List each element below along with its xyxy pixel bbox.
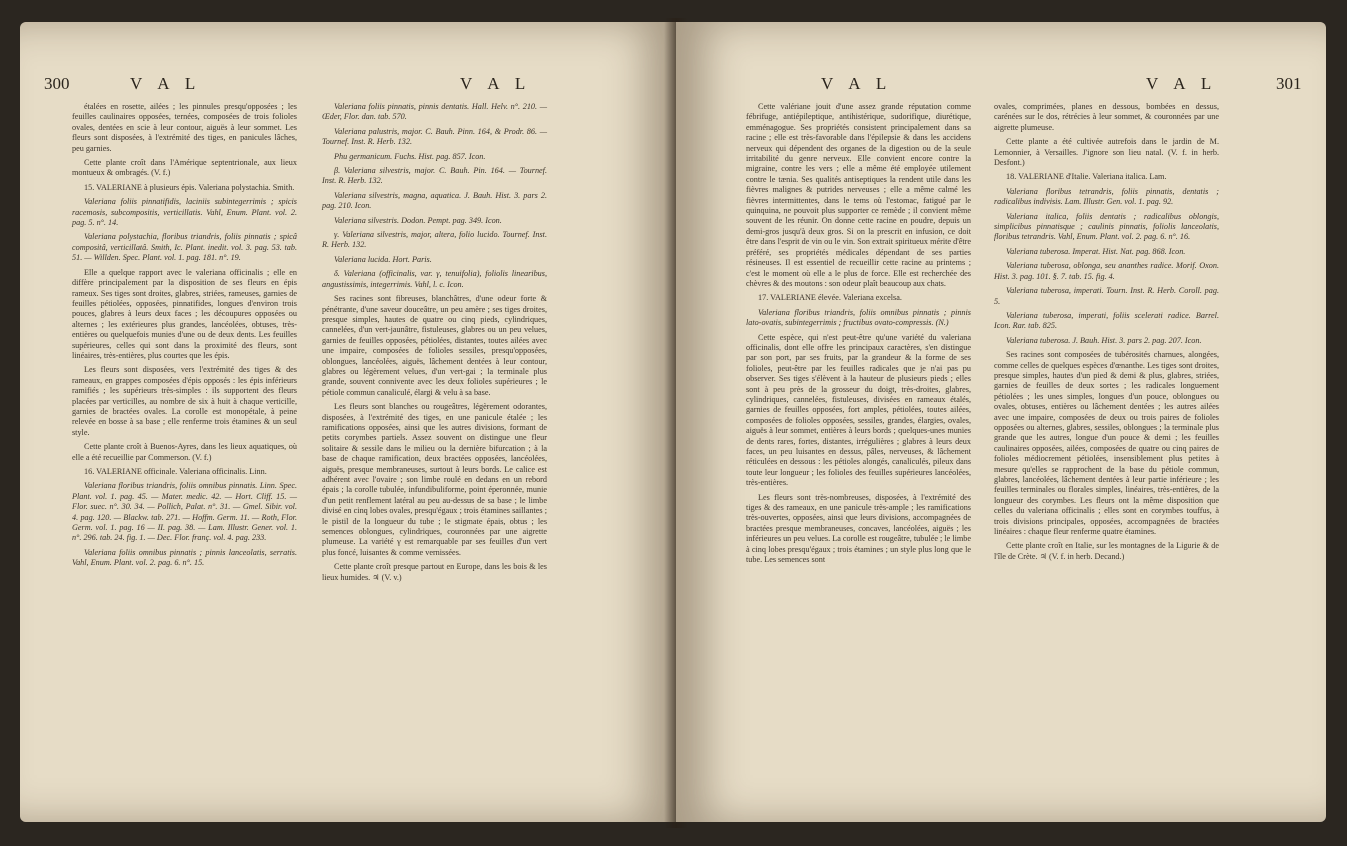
reference: β. Valeriana silvestris, major. C. Bauh. Pin. 164. — Tournef. Inst. R. Herb. 132. xyxy=(322,166,547,186)
right-column-1 xyxy=(746,102,971,569)
reference: Valeriana tuberosa, oblonga, seu ananthes radice. Morif. Oxon. Hist. 3. pag. 101. §. 7. tab. 15. fig. 4. xyxy=(994,261,1219,281)
reference: Valeriana foliis pinnatis, pinnis dentatis. Hall. Helv. n°. 210. — Œder, Flor. dan. tab. 570. xyxy=(322,102,547,122)
right-page-number: 301 xyxy=(1276,74,1302,93)
left-column-2 xyxy=(322,102,547,587)
reference: Valeriana tuberosa. J. Bauh. Hist. 3. pars 2. pag. 207. Icon. xyxy=(1006,335,1202,345)
left-page-number: 300 xyxy=(44,74,70,93)
paragraph: Cette valériane jouit d'une assez grande réputation comme fébrifuge, antiépileptique, antihistérique, sudorifique, diurétique, emménagogue. Ses propriétés consistent principalement dans sa racine ; elle est très-favorable dans l'épilepsie & dans les accidens nerveux qui dépendent des organes de la digestion ou de la seule irritabilité du genre nerveux. Elle convient encore contre la migraine, contre les vers ; elle a même été employée utilement contre le tænia. Ses qualités antiseptiques la rendent utile dans les fièvres malignes & putrides nerveuses ; elle a même calmé les fièvres intermittentes, dans le tems où l'estomac, fatigué par le quinquina, ne pouvoit plus supporter ce remède ; il convient même souvent de les réunir. On donne cette racine en poudre, depuis un demi-gros jusqu'à deux gros. Si on la prescrit en infusion, ce doit être dans l'esprit de vin ou le vin. Son extrait spiritueux mérite d'être préféré, ses propriétés médicales dépendant de ses parties résineuses. Il est essentiel de recueillir cette racine au printems ; c'est le moment où elle a le plus de force. Elle est recherchée des chèvres & des moutons : son odeur plaît beaucoup aux chats. xyxy=(746,102,971,288)
species-heading: 16. VALERIANE officinale. Valeriana officinalis. Linn. xyxy=(84,467,267,476)
open-book xyxy=(12,8,1334,840)
reference: Valeriana foliis pinnatifidis, laciniis subintegerrimis ; spicis racemosis, subcompositis, verticillatis. Vahl, Enum. Plant. vol. 2. pag. 5. n°. 14. xyxy=(72,197,297,228)
reference: Valeriana floribus triandris, foliis omnibus pinnatis ; pinnis lato-ovatis, subintegerrimis ; fructibus ovato-compressis. (N.) xyxy=(746,307,971,328)
left-running-header-2: V A L xyxy=(460,74,532,93)
reference: Valeriana foliis omnibus pinnatis ; pinnis lanceolatis, serratis. Vahl, Enum. Plant. vol. 2. pag. 6. n°. 15. xyxy=(72,547,297,568)
reference: Valeriana polystachia, floribus triandris, foliis pinnatis ; spicâ compositâ, verticillatâ. Smith, Ic. Plant. inedit. vol. 3. pag. 53. tab. 51. — Willden. Spec. Plant. vol. 1. pag. 181. n°. 19. xyxy=(72,232,297,263)
left-running-header-1: V A L xyxy=(130,74,202,93)
reference: δ. Valeriana (officinalis, var. γ, tenuifolia), foliolis linearibus, angustissimis, integerrimis. Vahl, l. c. Icon. xyxy=(322,269,547,289)
paragraph: Les fleurs sont très-nombreuses, disposées, à l'extrémité des tiges & des rameaux, en une panicule très-ample ; les ramifications très-ouvertes, opposées, ainsi que leurs divisions, accompagnées de bractées presque membraneuses, concaves, lancéolées, aiguës ; les inférieures un peu velues. La corolle est rougeâtre, tubulée ; le limbe à cinq lobes presqu'égaux ; trois étamines ; un style plus long que le tube. Les semences sont xyxy=(746,492,971,565)
species-heading: 17. VALERIANE élevée. Valeriana excelsa. xyxy=(758,293,902,303)
paragraph: Ses racines sont fibreuses, blanchâtres, d'une odeur forte & pénétrante, d'une saveur douceâtre, un peu amère ; ses tiges droites, presque simples, hautes de quatre ou cinq pieds, cylindriques, cannelées, d'un vert-jaunâtre, fistuleuses, glabres ou un peu velues, garnies de feuilles opposées, pétiolées, distantes, toutes ailées avec une impaire, composées de folioles sessiles, presqu'opposées, oblongues, lancéolées, aiguës, lâchement dentées à leur contour, glabres ou légèrement velues, d'un vert-gai ; la terminale plus grande, souvent connivente avec les deux folioles supérieures ; le pétiole commun canaliculé, élargi & velu à sa base. xyxy=(322,294,547,397)
paragraph: ovales, comprimées, planes en dessous, bombées en dessus, carénées sur le dos, rétrécies à leur sommet, & couronnées par une aigrette plumeuse. xyxy=(994,102,1219,132)
left-column-1 xyxy=(72,102,297,573)
paragraph: Cette plante croît presque partout en Europe, dans les bois & les lieux humides. ♃ (V. v.) xyxy=(322,562,547,582)
paragraph: Les fleurs sont disposées, vers l'extrémité des tiges & des rameaux, en grappes composées d'épis opposés : les épis inférieurs ramifiés ; les supérieurs très-simples : ils supportent des fleurs placées par verticilles, au nombre de six à huit à chaque verticille, garnies de bractées ovales. La corolle est monopétale, à peine relevée en bosse à sa base ; elle renferme trois étamines & un seul style. xyxy=(72,365,297,437)
reference: Valeriana tuberosa, imperati, foliis scelerati radice. Barrel. Icon. Rar. tab. 825. xyxy=(994,310,1219,331)
reference: Valeriana tuberosa, imperati. Tourn. Inst. R. Herb. Coroll. pag. 5. xyxy=(994,286,1219,306)
paragraph: Les fleurs sont blanches ou rougeâtres, légèrement odorantes, disposées, à l'extrémité des tiges, en une panicule étalée ; les ramifications opposées, ainsi que les autres divisions, formant de petits corymbes partiels. Assez souvent on distingue une fleur solitaire & sessile dans le milieu ou la dernière bifurcation ; à la base de chaque ramification, deux bractées opposées, lancéolées, aiguës, presque membraneuses, surtout à leurs bords. Le calice est adhérent avec l'ovaire ; son limbe roulé en dedans en un rebord épais ; la corolle tubulée, infundibuliforme, point éperonnée, munie d'un petit renflement latéral au peu au-dessus de sa base ; le limbe divisé en cinq lobes ovales, presqu'égaux ; trois étamines saillantes ; le pistil de la longueur du tube ; le stigmate épais, obtus ; les semences oblongues, cylindriques, couronnées par une aigrette plumeuse. La variété γ est remarquable par ses feuilles d'un vert plus foncé, luisantes & comme vernissées. xyxy=(322,402,547,557)
paragraph: Elle a quelque rapport avec le valeriana officinalis ; elle en diffère principalement par la disposition de ses fleurs en épis rameux. Ses tiges sont droites, glabres, striées, rameuses, garnies de feuilles pétiolées, opposées, pinnatifides, longues d'environ trois pouces, glabres à leurs deux faces ; les découpures opposées ou alternes ; les extérieures plus grandes, lancéolées, obtuses, très-entières ou quelquefois munies d'une ou de deux dents. Les feuilles supérieures, celles qui sont dans la proximité des fleurs, sont linéaires, très-entières, plus courtes que les épis. xyxy=(72,267,297,360)
paragraph: Cette plante a été cultivée autrefois dans le jardin de M. Lemonnier, à Versailles. J'ignore son lieu natal. (V. f. in herb. Desfont.) xyxy=(994,137,1219,168)
paragraph: Cette plante croît à Buenos-Ayres, dans les lieux aquatiques, où elle a été recueillie par Commerson. (V. f.) xyxy=(72,442,297,462)
reference: Valeriana floribus tetrandris, foliis pinnatis, dentatis ; radicalibus indivisis. Lam. Illustr. Gen. vol. 1. pag. 92. xyxy=(994,186,1219,207)
reference: Valeriana lucida. Hort. Paris. xyxy=(334,254,432,264)
species-heading: 18. VALERIANE d'Italie. Valeriana italica. Lam. xyxy=(1006,172,1167,182)
reference: Valeriana palustris, major. C. Bauh. Pinn. 164, & Prodr. 86. — Tournef. Inst. R. Herb. 132. xyxy=(322,126,547,147)
reference: Valeriana silvestris, magna, aquatica. J. Bauh. Hist. 3. pars 2. pag. 210. Icon. xyxy=(322,190,547,211)
reference: γ. Valeriana silvestris, major, altera, folio lucido. Tournef. Inst. R. Herb. 132. xyxy=(322,230,547,250)
right-running-header-1: V A L xyxy=(821,74,893,93)
reference: Phu germanicum. Fuchs. Hist. pag. 857. Icon. xyxy=(334,151,486,161)
paragraph: Cette espèce, qui n'est peut-être qu'une variété du valeriana officinalis, dont elle offre les principaux caractères, s'en distingue par son port, par ses fruits, par la grandeur & la forme de ses folioles, peut-être par les feuilles radicales que je n'ai pas pu observer. Ses tiges s'élèvent à la hauteur de plusieurs pieds ; elles sont à peu près de la grosseur du doigt, très-droites, glabres, cylindriques, cannelées, fistuleuses, divisées en rameaux étalés, garnies de feuilles opposées, fort amples, pétiolées, toutes ailées, composées de folioles opposées, sessiles, grandes, élargies, ovales, aiguës à leur sommet, entières à leurs bords ; quelques-unes munies de dents rares, fortes, distantes, irrégulières ; glabres à leurs deux faces, un peu luisantes en dessus, pâles, nerveuses, & lâchement réticulées en dessous : les pétioles alongés, canaliculés, pileux dans toute leur longueur ; les folioles des feuilles supérieures lancéolées, très-entières. xyxy=(746,332,971,488)
right-running-header-2: V A L xyxy=(1146,74,1218,93)
reference: Valeriana italica, foliis dentatis ; radicalibus oblongis, simplicibus pinnatisque ; caulinis pinnatis, foliolis lanceolatis, floribus tetrandris. Vahl, Enum. Plant. vol. 2. pag. 6. n°. 16. xyxy=(994,211,1219,242)
species-heading: 15. VALERIANE à plusieurs épis. Valeriana polystachia. Smith. xyxy=(84,182,295,192)
left-page xyxy=(20,22,676,822)
reference: Valeriana tuberosa. Imperat. Hist. Nat. pag. 868. Icon. xyxy=(1006,246,1186,256)
reference: Valeriana floribus triandris, foliis omnibus pinnatis. Linn. Spec. Plant. vol. 1. pag. 45. — Mater. medic. 42. — Hort. Cliff. 15. — Flor. suec. n°. 30. 34. — Pollich, Palat. n°. 31. — Gmel. Sibir. vol. 4. pag. 120. — Blackw. tab. 271. — Hoffm. Germ. 11. — Roth, Flor. Germ. vol. 1. pag. 16 — II. pag. 38. — Lam. Illustr. Gener. vol. 1. n°. 296. tab. 24. fig. 1. — Dec. Flor. franç. vol. 4. pag. 233. xyxy=(72,481,297,543)
paragraph: Ses racines sont composées de tubérosités charnues, alongées, comme celles de quelques espèces d'œnanthe. Les tiges sont droites, presque simples, hautes d'un pied & demi & plus, glabres, striées, garnies de feuilles de deux sortes ; les radicales longuement pétiolées ; les unes simples, longues d'un pouce, oblongues ou ovales, obtuses, entières ou lâchement dentées ; les autres ailées avec une impaire, composées de deux ou trois paires de folioles opposées ou alternes, glabres, sessiles, oblongues ; la terminale plus grande que les autres, longue d'un pouce & demi ; les feuilles caulinaires opposées, ailées, composées de quatre ou cinq paires de folioles médiocrement pétiolées, insensiblement plus petites à mesure qu'elles se rapprochent de la base du pétiole commun, glabres, lancéolées, lâchement dentées à leur partie inférieure ; les feuilles terminales ou florales simples, linéaires, très-entières, de la longueur des corymbes. Les fleurs ont la même disposition que celles du valeriana officinalis ; elles sont en corymbes touffus, à trois divisions principales, opposées, accompagnées de bractées linéaires : chaque fleur renferme quatre étamines. xyxy=(994,350,1219,537)
paragraph: Cette plante croît en Italie, sur les montagnes de la Ligurie & de l'île de Crète. ♃ (V. f. in herb. Decand.) xyxy=(994,541,1219,561)
right-column-2 xyxy=(994,102,1219,566)
reference: Valeriana silvestris. Dodon. Pempt. pag. 349. Icon. xyxy=(334,215,502,225)
paragraph: Cette plante croît dans l'Amérique septentrionale, aux lieux montueux & ombragés. (V. f.) xyxy=(72,158,297,178)
paragraph: étalées en rosette, ailées ; les pinnules presqu'opposées ; les feuilles caulinaires opposées, ternées, composées de trois folioles ovales, dentées en scie à leur contour, aiguës à leur sommet. Les fleurs sont disposées, à l'extrémité des tiges, en panicules lâches, peu garnies. xyxy=(72,102,297,153)
right-page xyxy=(676,22,1326,822)
